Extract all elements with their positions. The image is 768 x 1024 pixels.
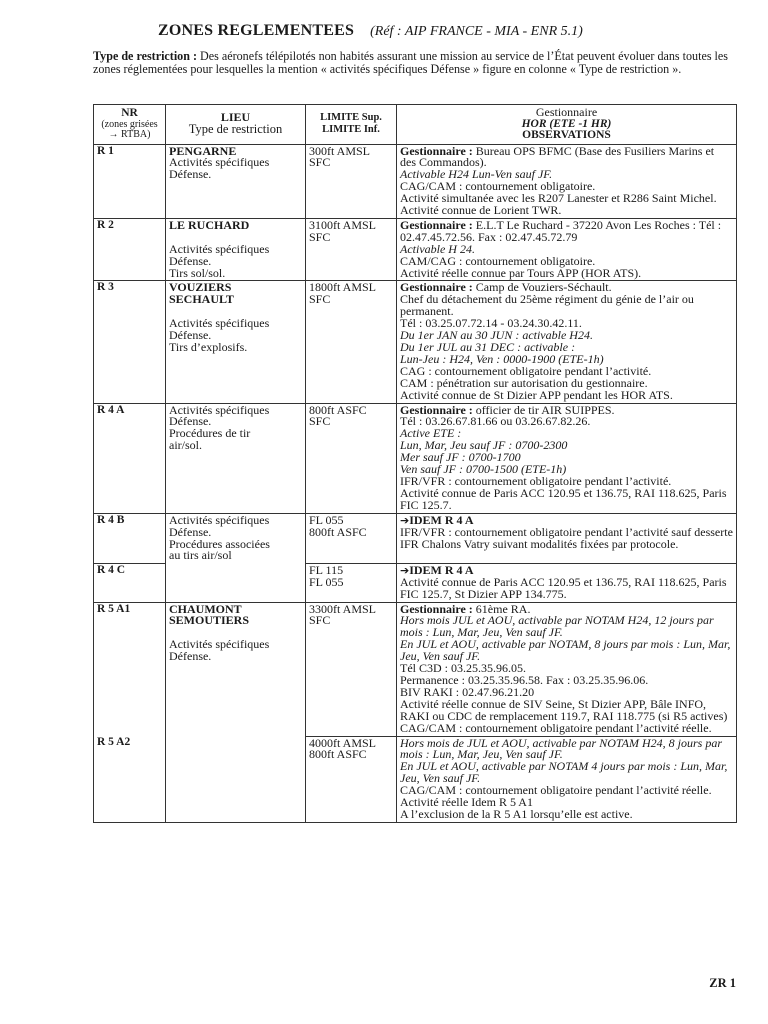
zone-nr: R 5 A1 [94,602,166,736]
limit-inf: 800ft ASFC [309,747,367,762]
zone-name: CHAUMONT [169,601,242,616]
observation-line: IFR/VFR : contournement obligatoire pendant l’activité sauf desserte IFR Chalons Vatry suivant modalités fixées par protocole. [400,524,733,551]
restriction-type-line: au tirs air/sol [169,548,232,563]
restriction-type-line: Défense. [169,649,212,664]
zone-name-line2: SEMOUTIERS [169,613,250,628]
limit-inf: SFC [309,292,331,307]
restriction-type-line: Tirs sol/sol. [169,265,226,280]
zone-limits [306,403,397,513]
observation-line: Tél C3D : 03.25.35.96.05. [400,661,526,676]
observation-line: Du 1er JUL au 31 DEC : activable : [400,340,576,354]
gestionnaire-text: 61ème RA. [472,601,531,616]
observation-line: Permanence : 03.25.35.96.58. Fax : 03.25.35.96.06. [400,672,649,687]
zone-lieu [166,281,306,403]
zone-observations [397,602,737,736]
idem-text: IDEM R 4 A [409,562,474,577]
restriction-type-line: Tirs d’explosifs. [169,339,248,354]
header-observations-label: OBSERVATIONS [522,129,611,141]
observation-line: Activité connue de St Dizier APP pendant les HOR ATS. [400,387,673,402]
restriction-type-line: Activités spécifiques [169,512,270,527]
gestionnaire-line [400,143,733,170]
observation-line: CAG : contournement obligatoire pendant l’activité. [400,363,652,378]
observation-line: Tél : 03.25.07.72.14 - 03.24.30.42.11. [400,316,582,331]
zone-limits [306,602,397,736]
observation-line: CAG/CAM : contournement obligatoire pendant l’activité réelle. [400,783,712,798]
gestionnaire-text: Camp de Vouziers-Séchault. [472,280,612,295]
observation-line: CAM : pénétration sur autorisation du gestionnaire. [400,375,648,390]
gestionnaire-line [400,217,733,244]
title-text: ZONES REGLEMENTEES [158,22,355,39]
observation-line: Activité connue de Paris ACC 120.95 et 136.75, RAI 118.625, Paris FIC 125.7. [400,485,727,512]
observation-line: Activité simultanée avec les R207 Lanester et R286 Saint Michel. Activité connue de Lorient TWR. [400,191,717,218]
zone-observations [397,144,737,218]
restriction-type-line: Procédures associées [169,536,270,551]
observation-line: Activable H24 Lun-Ven sauf JF. [400,167,553,182]
observation-line: Mer sauf JF : 0700-1700 [400,450,521,465]
gestionnaire-label: Gestionnaire : [400,601,473,616]
restriction-type-line: Procédures de tir [169,426,251,441]
observation-line: Hors mois de JUL et AOU, activable par NOTAM H24, 8 jours par mois : Lun, Mar, Jeu, Ven sauf JF. [400,735,722,762]
intro-text: Des aéronefs télépilotés non habités assurant une mission au service de l’État peuvent évoluer dans toutes les zones réglementées pour lesquelles la mention « activités spécifiques Défense » figure en colonne « Type de restriction ». [93,49,728,76]
zone-limits [306,563,397,602]
zone-limits [306,144,397,218]
zone-lieu [166,403,306,513]
limit-inf: FL 055 [309,574,344,589]
restriction-type-line: Activités spécifiques [169,241,270,256]
header-nr-sub2: → RTBA) [108,129,151,141]
header-limit-inf: LIMITE Inf. [322,124,380,136]
zone-observations [397,513,737,563]
observation-line: En JUL et AOU, activable par NOTAM, 8 jours par mois : Lun, Mar, Jeu, Ven sauf JF. [400,637,731,664]
header-limits [306,105,397,145]
header-lieu-label: LIEU [220,110,251,125]
gestionnaire-label: Gestionnaire : [400,217,473,232]
table-row [94,563,737,602]
observation-line: Activité réelle connue de SIV Seine, St Dizier APP, Bâle INFO, RAKI ou CDC de remplacement 119.7, RAI 118.775 (si R5 actives) [400,696,728,723]
header-nr-sub: (zones grisées [101,118,158,130]
zones-table [93,104,737,823]
table-row [94,144,737,218]
page-title [158,22,583,40]
intro-paragraph [93,50,743,76]
limit-inf: SFC [309,414,331,429]
observation-line: Du 1er JAN au 30 JUN : activable H24. [400,328,593,343]
restriction-type-line: Défense. [169,253,212,268]
observation-line: IFR/VFR : contournement obligatoire pendant l’activité. [400,473,672,488]
header-lieu [166,105,306,145]
table-row [94,218,737,281]
zone-observations [397,403,737,513]
table-row [94,403,737,513]
header-nr [94,105,166,145]
observation-line: Activité réelle Idem R 5 A1 [400,795,533,810]
gestionnaire-label: Gestionnaire : [400,402,473,417]
restriction-type-line: Défense. [169,167,212,182]
zone-observations [397,281,737,403]
restriction-type-line: Défense. [169,414,212,429]
limit-sup: 3300ft AMSL [309,601,377,616]
zone-lieu [166,563,306,602]
limit-inf: 800ft ASFC [309,524,367,539]
zone-nr: R 2 [94,218,166,281]
restriction-type-line: Activités spécifiques [169,155,270,170]
table-row [94,281,737,403]
zone-name: PENGARNE [169,143,237,158]
limit-sup: 800ft ASFC [309,402,367,417]
observation-line: Activité réelle connue par Tours APP (HOR ATS). [400,265,642,280]
restriction-type-line: Activités spécifiques [169,402,270,417]
header-gestionnaire: Gestionnaire [535,105,598,119]
arrow-right-icon: ➔ [400,513,410,527]
zone-nr: R 4 C [94,563,166,602]
table-body [94,144,737,822]
observation-line: CAG/CAM : contournement obligatoire pendant l’activité réelle. [400,720,712,735]
limit-inf: SFC [309,613,331,628]
observation-line: Lun-Jeu : H24, Ven : 0000-1900 (ETE-1h) [400,351,604,366]
idem-text: IDEM R 4 A [409,512,474,527]
gestionnaire-text: officier de tir AIR SUIPPES. [472,402,615,417]
zone-observations [397,563,737,602]
observation-line: Tél : 03.26.67.81.66 ou 03.26.67.82.26. [400,414,591,429]
header-hor: HOR (ETE -1 HR) [521,117,612,130]
gestionnaire-label: Gestionnaire : [400,280,473,295]
zone-nr: R 3 [94,281,166,403]
limit-sup: 300ft AMSL [309,143,371,158]
observation-line: BIV RAKI : 02.47.96.21.20 [400,684,535,699]
gestionnaire-text: E.L.T Le Ruchard - 37220 Avon Les Roches : Tél : 02.47.45.72.56. Fax : 02.47.45.72.79 [400,217,722,244]
table-header-row [94,105,737,145]
header-limit-sup: LIMITE Sup. [320,112,382,124]
zone-limits [306,281,397,403]
zone-nr: R 1 [94,144,166,218]
zone-name: LE RUCHARD [169,217,250,232]
limit-sup: FL 055 [309,512,344,527]
limit-inf: SFC [309,229,331,244]
zone-name: VOUZIERS [169,280,232,295]
observation-line: Lun, Mar, Jeu sauf JF : 0700-2300 [400,438,568,453]
observation-line: CAM/CAG : contournement obligatoire. [400,253,596,268]
observation-line: Ven sauf JF : 0700-1500 (ETE-1h) [400,462,567,477]
gestionnaire-text: Bureau OPS BFMC (Base des Fusiliers Marins et des Commandos). [400,143,715,170]
zone-nr: R 4 B [94,513,166,563]
page-number: ZR 1 [709,976,736,990]
observation-line: En JUL et AOU, activable par NOTAM 4 jours par mois : Lun, Mar, Jeu, Ven sauf JF. [400,759,728,786]
limit-inf: SFC [309,155,331,170]
zone-lieu [166,602,306,822]
zone-observations [397,218,737,281]
restriction-type-line: air/sol. [169,438,202,453]
observation-line: Activité connue de Paris ACC 120.95 et 136.75, RAI 118.625, Paris FIC 125.7, St Dizier APP 134.775. [400,574,727,601]
limit-sup: FL 115 [309,562,344,577]
header-observations [397,105,737,145]
limit-sup: 1800ft AMSL [309,280,377,295]
zone-lieu [166,218,306,281]
title-reference: (Réf : AIP FRANCE - MIA - ENR 5.1) [370,24,583,39]
zone-nr: R 4 A [94,403,166,513]
observation-line: Chef du détachement du 25ème régiment du génie de l’air ou permanent. [400,292,694,319]
gestionnaire-label: Gestionnaire : [400,143,473,158]
limit-sup: 3100ft AMSL [309,217,377,232]
header-type-label: Type de restriction [188,122,283,137]
observation-line: CAG/CAM : contournement obligatoire. [400,179,596,194]
intro-label: Type de restriction : [93,49,198,63]
zone-nr: R 5 A2 [94,736,166,822]
zone-name-line2: SECHAULT [169,292,234,307]
header-nr-label: NR [121,106,138,119]
zone-limits [306,218,397,281]
observation-line: Active ETE : [400,426,462,441]
restriction-type-line: Défense. [169,328,212,343]
limit-sup: 4000ft AMSL [309,735,377,750]
zone-limits [306,513,397,563]
zone-lieu [166,513,306,563]
zone-lieu [166,144,306,218]
arrow-right-icon: ➔ [400,563,410,577]
zone-observations [397,736,737,822]
observation-line: A l’exclusion de la R 5 A1 lorsqu’elle est active. [400,806,633,821]
observation-line: Hors mois JUL et AOU, activable par NOTAM H24, 12 jours par mois : Lun, Mar, Jeu, Ven sauf JF. [400,613,714,640]
restriction-type-line: Activités spécifiques [169,637,270,652]
observation-line: Activable H 24. [400,241,475,256]
restriction-type-line: Défense. [169,524,212,539]
table-row [94,602,737,736]
zone-limits [306,736,397,822]
restriction-type-line: Activités spécifiques [169,316,270,331]
table-row [94,513,737,563]
